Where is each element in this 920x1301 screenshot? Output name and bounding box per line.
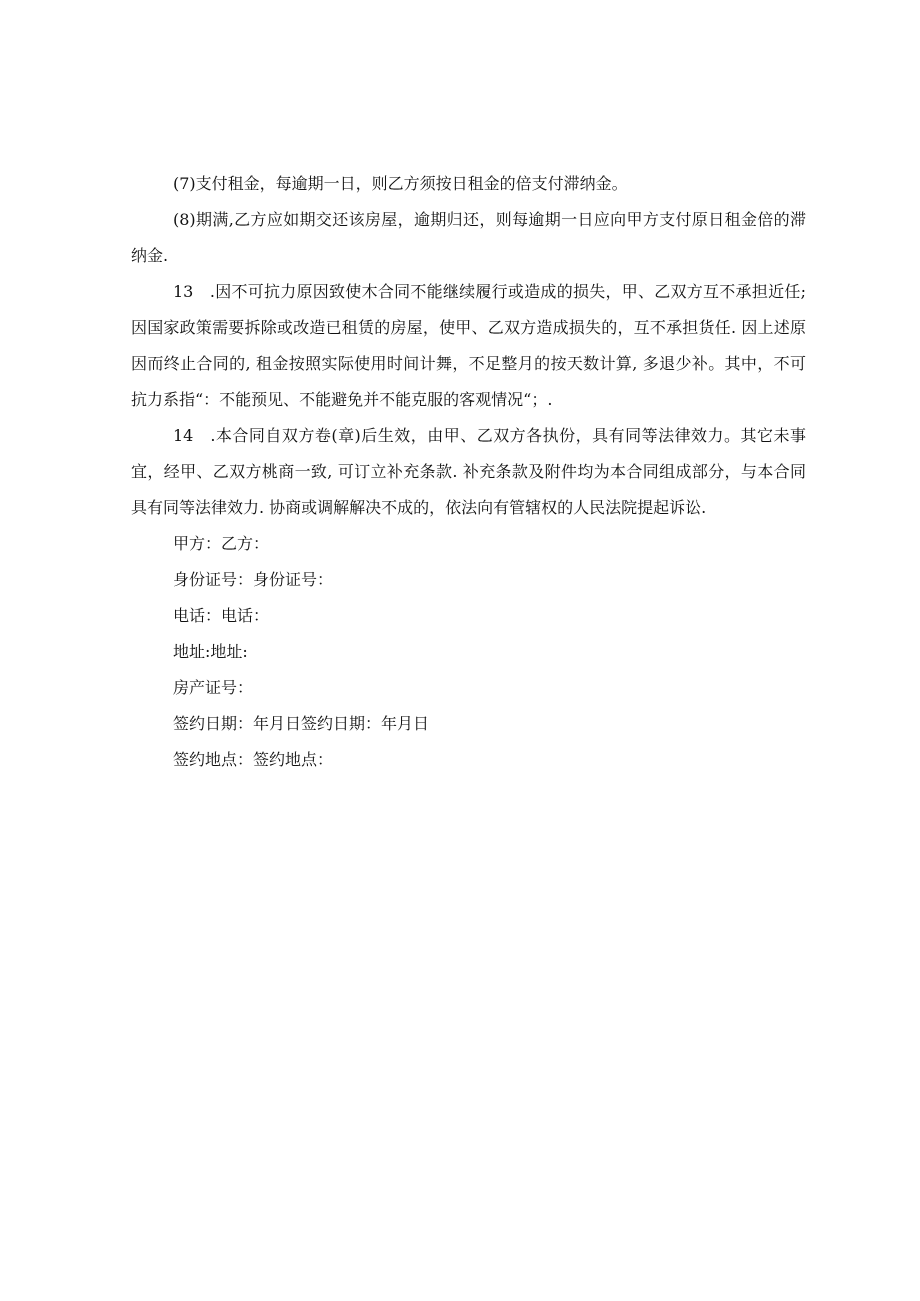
signing-date-line: 签约日期：年月日签约日期：年月日 bbox=[173, 714, 430, 733]
clause-7-paragraph: (7)支付租金，每逾期一日，则乙方须按日租金的倍支付滞纳金。 bbox=[173, 174, 628, 193]
clause-14-paragraph: 14 .本合同自双方卷(章)后生效，由甲、乙双方各执份，具有同等法律效力。其它未事宜，经甲、乙双方桃商一致, 可订立补充条款. 补充条款及附件均为本合同组成部分，与本合同具有同等法律效力. 协商或调解解决不成的，依法向有管辖权的人民法院提起诉讼. bbox=[131, 426, 806, 517]
signing-place-line: 签约地点：签约地点： bbox=[173, 750, 334, 769]
clause-13-paragraph: 13 .因不可抗力原因致使木合同不能继续履行或造成的损失，甲、乙双方互不承担近任;因国家政策需要拆除或改造已租赁的房屋，使甲、乙双方造成损失的，互不承担货任. 因上述原因而终止合同的, 租金按照实际使用时间计舞，不足整月的按天数计算, 多退少补。其中，不可抗力系指“：不能预见、不能避免并不能克服的客观情况“；. bbox=[131, 282, 806, 409]
party-names-line: 甲方：乙方： bbox=[173, 534, 270, 553]
clause-8-paragraph: (8)期满,乙方应如期交还该房屋，逾期归还，则每逾期一日应向甲方支付原日租金倍的滞纳金. bbox=[131, 210, 806, 265]
property-certificate-line: 房产证号： bbox=[173, 678, 254, 697]
address-line: 地址:地址: bbox=[173, 642, 248, 661]
id-number-line: 身份证号：身份证号： bbox=[173, 570, 334, 589]
signature-block bbox=[131, 526, 806, 778]
document-body bbox=[131, 166, 806, 778]
phone-line: 电话：电话： bbox=[173, 606, 270, 625]
